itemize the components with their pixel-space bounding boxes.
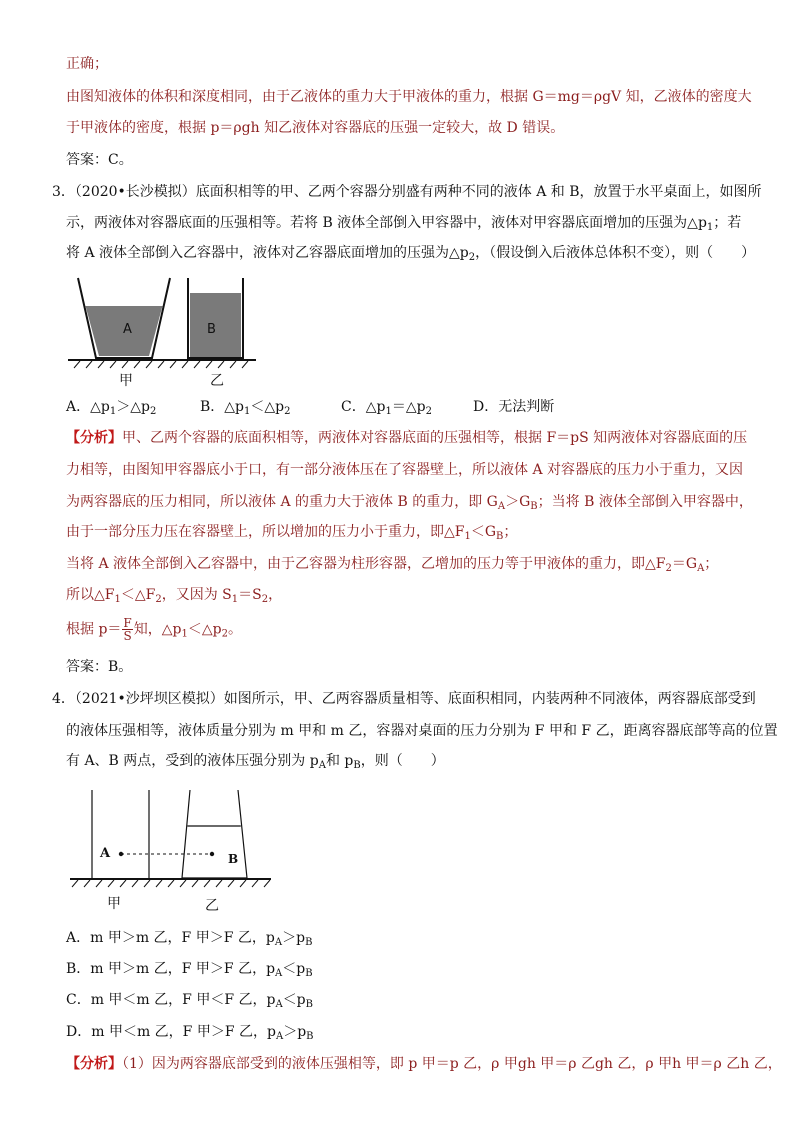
question-3-line: 示，两液体对容器底面的压强相等。若将 B 液体全部倒入甲容器中，液体对甲容器底面增加的压强为$\triangle p_1$；若 [66,215,742,233]
point-a-label: A [100,846,111,861]
analysis-line: 当将 A 液体全部倒入乙容器中，由于乙容器为柱形容器，乙增加的压力等于甲液体的重力，即$\triangle F_2=G_A$； [66,556,719,574]
text-line: 正确； [66,56,108,72]
analysis-line: 根据 p＝ $\frac{F}{S}$ 知，$\triangle p_1<\triangle p_2$。 [66,616,242,643]
container-yi-label: 乙 [210,373,224,389]
option-d[interactable]: D．无法判断 [473,399,555,415]
point-b-label: B [228,852,239,866]
option-c[interactable]: C．m 甲＜m 乙，F 甲＜F 乙，$p_A<p_B$ [66,992,314,1010]
option-a[interactable]: A．$\triangle p_1>\triangle p_2$ [66,399,157,417]
text-line: 由图知液体的体积和深度相同，由于乙液体的重力大于甲液体的重力，根据 G＝mg＝ρgV 知，乙液体的密度大 [66,89,752,105]
option-d[interactable]: D．m 甲＜m 乙，F 甲＞F 乙，$p_A>p_B$ [66,1024,314,1042]
fraction-f-over-s: $\frac{F}{S}$ [123,616,132,643]
container-jia-label: 甲 [107,896,121,912]
analysis-tag: 【分析】 [66,1056,122,1072]
analysis-line: 【分析】甲、乙两个容器的底面积相等，两液体对容器底面的压强相等，根据 F＝pS 知两液体对容器底面的压 [66,430,748,446]
text-line: 于甲液体的密度，根据 p＝ρgh 知乙液体对容器底的压强一定较大，故 D 错误。 [66,120,565,136]
option-a[interactable]: A．m 甲＞m 乙，F 甲＞F 乙，$p_A>p_B$ [66,930,313,948]
option-c[interactable]: C．$\triangle p_1=\triangle p_2$ [341,399,432,417]
question-4-line: 4．（2021•沙坪坝区模拟）如图所示，甲、乙两容器质量相等、底面积相同，内装两种不同液体，两容器底部受到 [52,691,756,707]
figure-containers-ab-points [66,788,276,888]
answer-line: 答案：B。 [66,659,133,675]
container-jia-label: 甲 [119,373,133,389]
analysis-line: 所以$\triangle F_1<\triangle F_2$，又因为 $S_1=S_2$， [66,587,283,605]
liquid-a-label: A [123,322,132,337]
analysis-line: 力相等，由图知甲容器底小于口，有一部分液体压在了容器壁上，所以液体 A 对容器底的压力小于重力，又因 [66,462,744,478]
point-b [210,852,214,856]
point-a [119,852,123,856]
option-b[interactable]: B．$\triangle p_1<\triangle p_2$ [200,399,291,417]
option-b[interactable]: B．m 甲＞m 乙，F 甲＞F 乙，$p_A<p_B$ [66,961,313,979]
container-yi-label: 乙 [205,898,219,914]
question-4-line: 有 A、B 两点，受到的液体压强分别为 $p_A$和 $p_B$，则（ ） [66,753,445,771]
analysis-tag: 【分析】 [66,430,122,446]
analysis-line: 为两容器底的压力相同，所以液体 A 的重力大于液体 B 的重力，即 $G_A>G_B$；当将 B 液体全部倒入甲容器中， [66,494,753,512]
figure-containers-ab [60,270,270,370]
question-4-line: 的液体压强相等，液体质量分别为 m 甲和 m 乙，容器对桌面的压力分别为 F 甲和 F 乙，距离容器底部等高的位置 [66,723,778,739]
answer-line: 答案：C。 [66,152,133,168]
analysis-line: 【分析】（1）因为两容器底部受到的液体压强相等，即 p 甲＝p 乙，ρ 甲gh 甲＝ρ 乙gh 乙，ρ 甲h 甲＝ρ 乙h 乙， [66,1056,782,1072]
analysis-line: 由于一部分压力压在容器壁上，所以增加的压力小于重力，即$\triangle F_1<G_B$； [66,524,518,542]
question-3-line: 3．（2020•长沙模拟）底面积相等的甲、乙两个容器分别盛有两种不同的液体 A 和 B，放置于水平桌面上，如图所 [52,184,762,200]
liquid-b-label: B [207,322,216,337]
question-3-line: 将 A 液体全部倒入乙容器中，液体对乙容器底面增加的压强为$\triangle p_2$，（假设倒入后液体总体积不变），则（ ） [66,245,756,263]
